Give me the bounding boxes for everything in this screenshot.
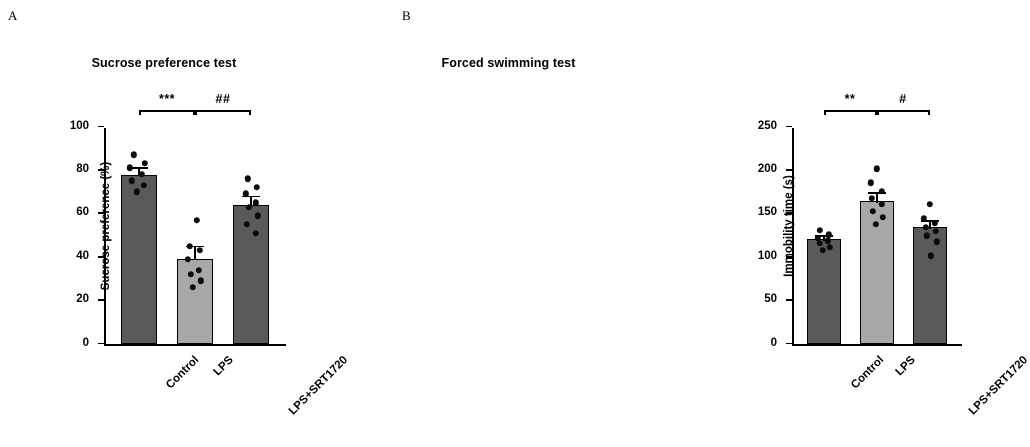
data-point <box>868 179 874 185</box>
errorbar-a-lps <box>194 247 196 260</box>
y-tick-label-a-100: 100 <box>69 119 89 132</box>
data-point <box>197 247 203 253</box>
sig-bracket-b-right <box>877 110 930 112</box>
x-axis-b <box>792 344 962 346</box>
panel-a-plot <box>69 92 351 418</box>
bar-b-lps-srt1720 <box>913 227 947 344</box>
y-tick-label-b-100: 100 <box>757 249 777 262</box>
y-tick-label-b-250: 250 <box>757 119 777 132</box>
sig-label-a-right: ## <box>215 92 231 106</box>
y-tick-label-b-150: 150 <box>757 206 777 219</box>
y-tick-label-a-60: 60 <box>76 206 89 219</box>
errorbar-b-lps <box>876 194 878 203</box>
y-tick-label-a-40: 40 <box>76 249 89 262</box>
sig-bracket-a-right-tick2 <box>249 110 251 115</box>
sig-bracket-a-right-tick1 <box>195 110 197 115</box>
data-point <box>131 152 137 158</box>
panel-a-title: Sucrose preference test <box>91 56 237 70</box>
bar-a-lps-srt1720 <box>233 205 269 344</box>
bar-b-control <box>807 239 841 344</box>
sig-bracket-a-left-tick1 <box>139 110 141 115</box>
y-axis-title-b: Immobility time (s) <box>783 175 795 277</box>
sig-label-b-right: # <box>899 92 907 106</box>
data-point <box>127 165 133 171</box>
x-tick-label-b-control: Control <box>848 354 887 392</box>
data-point <box>245 175 251 181</box>
sig-label-a-left: *** <box>158 92 176 106</box>
data-point <box>927 201 933 207</box>
bar-a-lps <box>177 259 213 345</box>
y-axis-title-a: Sucrose preference (%) <box>100 161 112 291</box>
panel-a <box>0 0 351 447</box>
x-tick-label-a-control: Control <box>163 354 202 392</box>
data-point <box>254 184 260 190</box>
data-point <box>932 220 938 226</box>
y-tick-label-a-80: 80 <box>76 163 89 176</box>
panel-a-letter: A <box>8 8 18 23</box>
sig-bracket-a-left <box>139 110 195 112</box>
sig-bracket-b-left-tick1 <box>824 110 826 115</box>
sig-bracket-b-right-tick2 <box>928 110 930 115</box>
x-tick-label-a-srt: LPS+SRT1720 <box>286 354 351 418</box>
y-tick-a-0 <box>82 336 104 349</box>
y-tick-label-a-20: 20 <box>76 293 89 306</box>
y-tick-b-0 <box>770 336 792 349</box>
sig-label-b-left: ** <box>844 92 856 106</box>
data-point <box>817 227 823 233</box>
data-point <box>194 217 200 223</box>
x-tick-label-b-lps: LPS <box>893 354 918 379</box>
data-point <box>874 165 880 171</box>
data-point <box>142 160 148 166</box>
panel-b-plot <box>757 92 1030 418</box>
y-tick-label-b-50: 50 <box>764 293 777 306</box>
sig-bracket-b-right-tick1 <box>877 110 879 115</box>
x-tick-label-b-srt: LPS+SRT1720 <box>966 354 1030 418</box>
y-tick-label-b-200: 200 <box>757 163 777 176</box>
sig-bracket-a-right <box>195 110 251 112</box>
y-tick-label-a-0: 0 <box>82 336 89 349</box>
panel-b-title: Forced swimming test <box>441 56 576 70</box>
y-tick-label-b-0: 0 <box>770 336 777 349</box>
errorbar-b-srt <box>929 222 931 229</box>
bar-a-control <box>121 175 157 345</box>
sig-bracket-b-left <box>824 110 877 112</box>
panel-b-letter: B <box>402 8 411 23</box>
x-tick-label-a-lps: LPS <box>211 354 236 379</box>
data-point <box>187 243 193 249</box>
panel-b <box>340 0 1030 447</box>
x-axis-a <box>104 344 286 346</box>
